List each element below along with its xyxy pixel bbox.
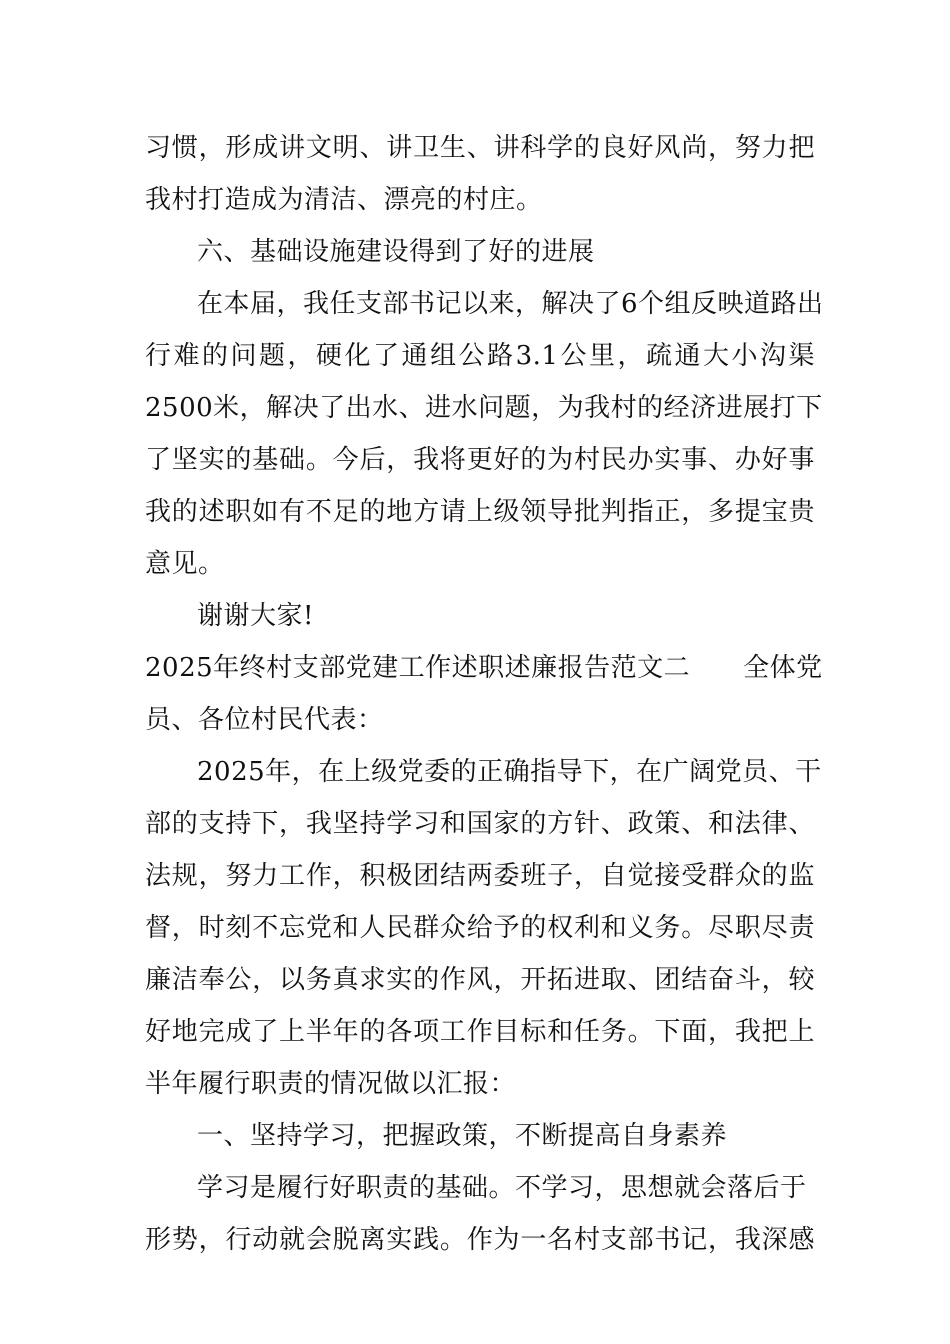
- text-line: 我的述职如有不足的地方请上级领导批判指正，多提宝贵: [145, 497, 815, 527]
- text-line: 行难的问题，硬化了通组公路3.1公里，疏通大小沟渠: [145, 341, 815, 371]
- text-line: 2500米，解决了出水、进水问题，为我村的经济进展打下: [145, 393, 823, 423]
- text-line: 习惯，形成讲文明、讲卫生、讲科学的良好风尚，努力把: [145, 133, 815, 163]
- text-line: 督，时刻不忘党和人民群众给予的权利和义务。尽职尽责: [145, 913, 815, 943]
- text-line: 好地完成了上半年的各项工作目标和任务。下面，我把上: [145, 1017, 815, 1047]
- section-heading: 六、基础设施建设得到了好的进展: [197, 237, 595, 267]
- closing-line: 谢谢大家!: [197, 601, 314, 631]
- report-title: 2025年终村支部党建工作述职述廉报告范文二 全体党: [145, 653, 823, 683]
- text-line: 了坚实的基础。今后，我将更好的为村民办实事、办好事: [145, 445, 815, 475]
- text-line: 员、各位村民代表：: [145, 705, 384, 735]
- text-line: 意见。: [145, 549, 225, 579]
- text-line: 我村打造成为清洁、漂亮的村庄。: [145, 185, 543, 215]
- text-line: 法规，努力工作，积极团结两委班子，自觉接受群众的监: [145, 861, 815, 891]
- text-line: 学习是履行好职责的基础。不学习，思想就会落后于: [197, 1173, 807, 1203]
- text-line: 2025年，在上级党委的正确指导下，在广阔党员、干: [197, 757, 822, 787]
- text-line: 部的支持下，我坚持学习和国家的方针、政策、和法律、: [145, 809, 815, 839]
- text-line: 在本届，我任支部书记以来，解决了6个组反映道路出: [197, 289, 824, 319]
- text-line: 廉洁奉公，以务真求实的作风，开拓进取、团结奋斗，较: [145, 965, 815, 995]
- text-line: 形势，行动就会脱离实践。作为一名村支部书记，我深感: [145, 1225, 815, 1255]
- text-line: 半年履行职责的情况做以汇报：: [145, 1069, 517, 1099]
- section-heading: 一、坚持学习，把握政策，不断提高自身素养: [197, 1121, 728, 1151]
